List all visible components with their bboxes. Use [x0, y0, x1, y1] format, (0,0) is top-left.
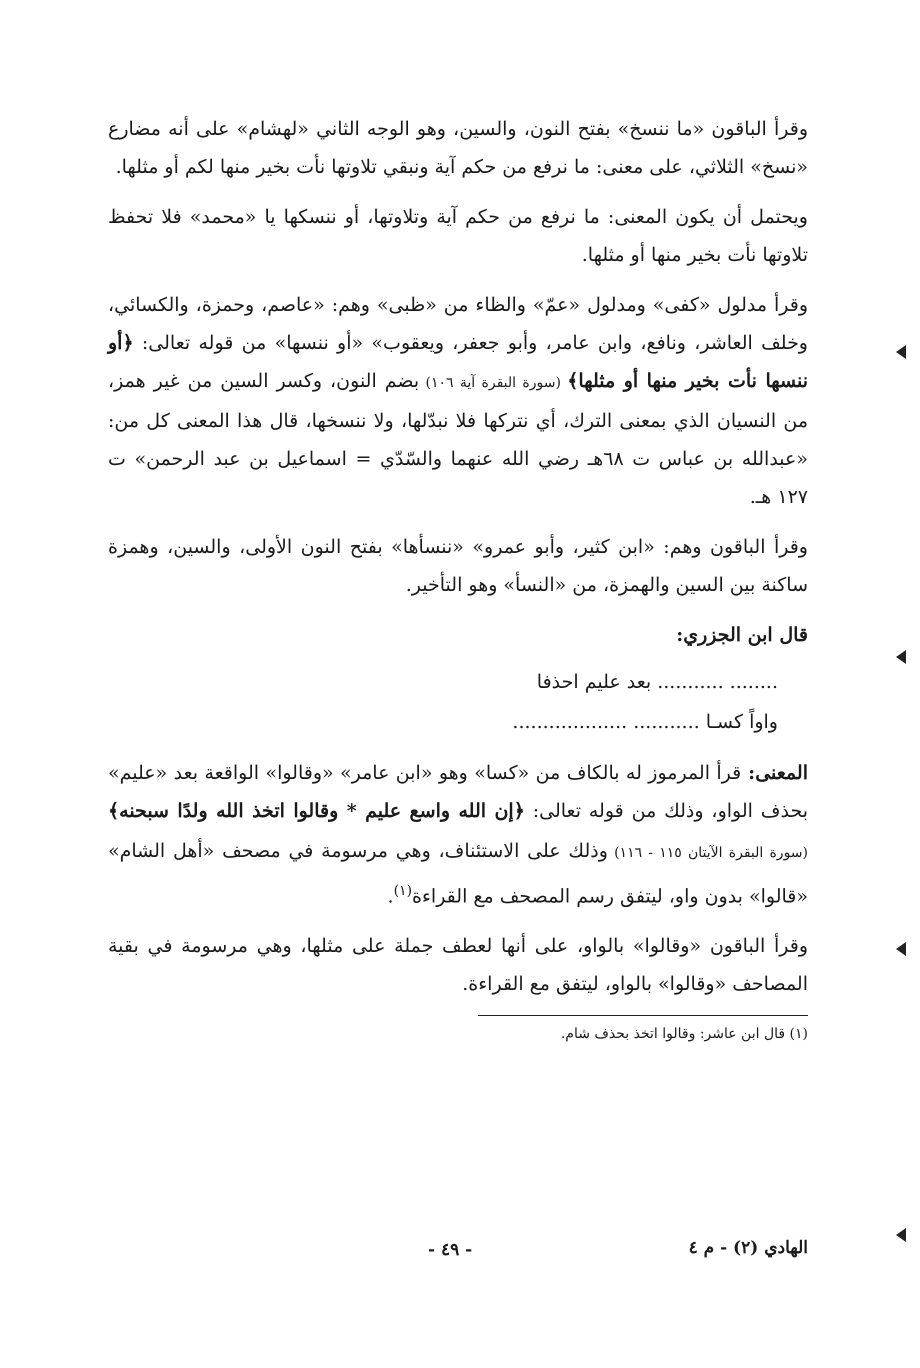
para3-text-2: بضم النون، وكسر السين من غير همز، من النسيان الذي بمعنى الترك، أي نتركها فلا نبدّلها، ولا ننسخها، قال هذا المعنى كل من: «عبدالله بن عباس ت ٦٨هـ رضي الله عنهما والسّدّي = اسماعيل بن عبد الرحمن» ت ١٢٧ هـ. [108, 370, 808, 508]
para5-text-2: وذلك على الاستئناف، وهي مرسومة في مصحف «أهل الشام» «قالوا» بدون واو، ليتفق رسم المصحف مع القراءة [108, 840, 808, 908]
page-body [108, 110, 808, 1048]
margin-mark-2 [896, 650, 906, 664]
paragraph-2: ويحتمل أن يكون المعنى: ما نرفع من حكم آية وتلاوتها، أو ننسكها يا «محمد» فلا تحفظ تلاوتها نأت بخير منها أو مثلها. [108, 206, 808, 266]
book-reference: الهادي (٢) - م ٤ [688, 1238, 808, 1258]
surah-reference-1: (سورة البقرة آية ١٠٦) [419, 375, 568, 391]
margin-mark-1 [896, 345, 906, 359]
paragraph-3 [108, 286, 808, 516]
footnote-marker: (١) [393, 883, 413, 899]
verse-line-2: واواً كسـا ........... ................... [512, 711, 778, 733]
paragraph-4: وقرأ الباقون وهم: «ابن كثير، وأبو عمرو» «ننسأها» بفتح النون الأولى، والسين، وهمزة ساكنة بين السين والهمزة، من «النسأ» وهو التأخير. [108, 536, 808, 596]
quran-verse-1: ﴿أو ننسها نأت بخير منها أو مثلها﴾ [108, 332, 808, 392]
paragraph-1: وقرأ الباقون «ما ننسخ» بفتح النون، والسين، وهو الوجه الثاني «لهشام» على أنه مضارع «نسخ» الثلاثي، على معنى: ما نرفع من حكم آية ونبقي تلاوتها نأت بخير منها لكم أو مثلها. [108, 118, 808, 178]
verse-line-1: ........ ........... بعد عليم احذفا [536, 671, 778, 693]
surah-reference-2: (سورة البقرة الآيتان ١١٥ - ١١٦) [607, 845, 808, 861]
para3-text-1: وقرأ مدلول «كفى» ومدلول «عمّ» والظاء من «ظبى» وهم: «عاصم، وحمزة، والكسائي، وخلف العاشر، ونافع، وابن عامر، وأبو جعفر، ويعقوب» «أو ننسها» من قوله تعالى: [108, 294, 808, 354]
meaning-label: المعنى: [741, 762, 808, 784]
paragraph-5 [108, 754, 808, 915]
footnote: (١) قال ابن عاشر: وقالوا اتخذ بحذف شام. [560, 1026, 808, 1043]
footnote-divider [478, 1015, 808, 1016]
verse-block [108, 616, 808, 742]
paragraph-6: وقرأ الباقون «وقالوا» بالواو، على أنها لعطف جملة على مثلها، وهي مرسومة في بقية المصاحف «وقالوا» بالواو، ليتفق مع القراءة. [108, 935, 808, 996]
para5-text-1: قرأ المرموز له بالكاف من «كسا» وهو «ابن عامر» «وقالوا» الواقعة بعد «عليم» بحذف الواو، وذلك من قوله تعالى: [108, 762, 808, 822]
margin-mark-3 [896, 942, 906, 956]
para5-end: . [387, 885, 394, 908]
quran-verse-2: ﴿إن الله واسع عليم * وقالوا اتخذ الله ولدًا سبحنه﴾ [108, 800, 525, 822]
page-footer [108, 1238, 808, 1278]
page-number: - ٤٩ - [428, 1240, 473, 1260]
verse-heading: قال ابن الجزري: [676, 624, 808, 646]
margin-mark-4 [896, 1228, 906, 1242]
